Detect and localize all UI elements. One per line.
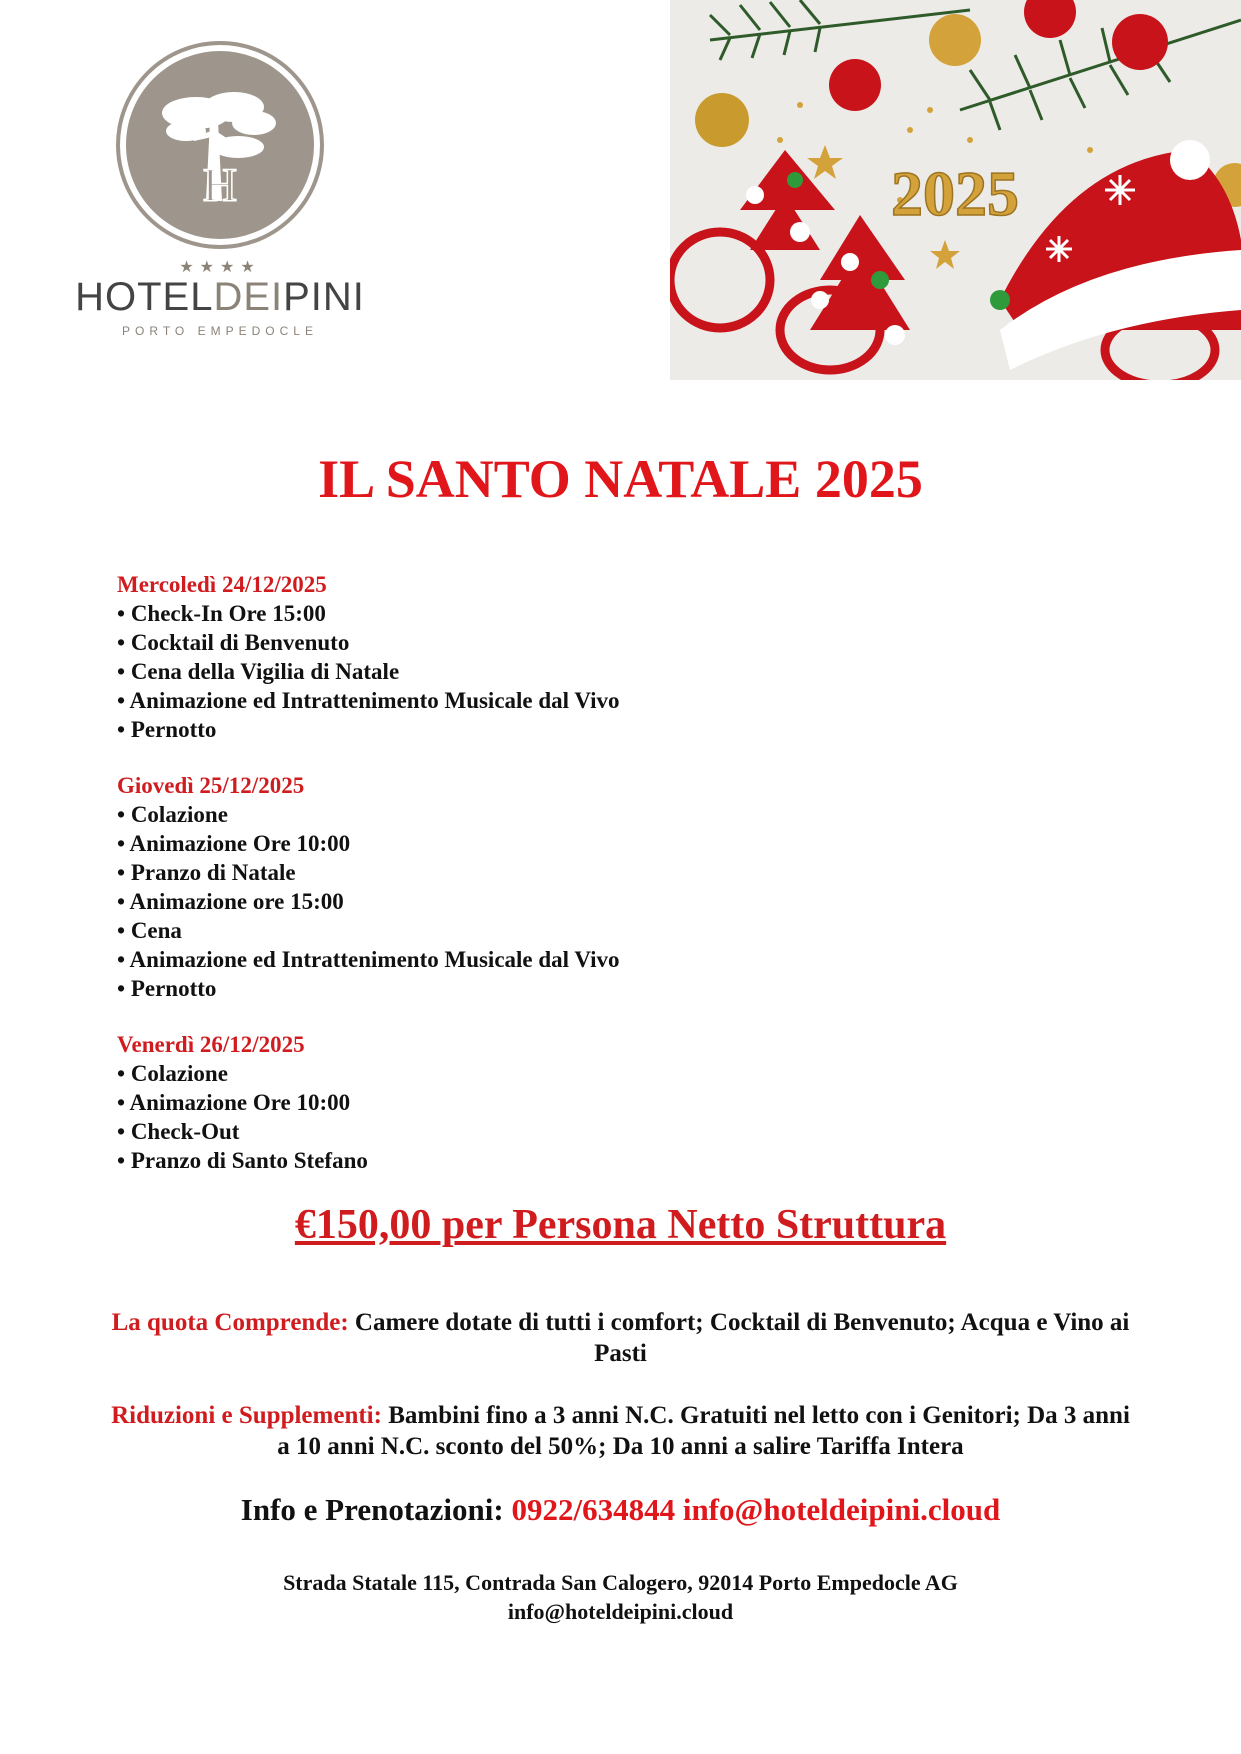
christmas-image-graphic bbox=[670, 0, 1241, 380]
day-section bbox=[117, 570, 917, 744]
activity-item: • Check-Out bbox=[117, 1117, 917, 1146]
activity-item: • Cocktail di Benvenuto bbox=[117, 628, 917, 657]
day-activities bbox=[117, 1059, 917, 1175]
activity-item: • Colazione bbox=[117, 1059, 917, 1088]
includes-label: La quota Comprende: bbox=[111, 1309, 349, 1336]
page-title: IL SANTO NATALE 2025 bbox=[318, 449, 923, 509]
logo-stars: ★★★★ bbox=[179, 257, 261, 276]
booking-phone[interactable]: 0922/634844 bbox=[511, 1492, 676, 1527]
reductions-paragraph bbox=[110, 1400, 1131, 1462]
activity-item: • Cena della Vigilia di Natale bbox=[117, 657, 917, 686]
booking-info-label: Info e Prenotazioni: bbox=[240, 1492, 504, 1527]
logo-name-hotel: HOTEL bbox=[75, 275, 214, 319]
includes-paragraph bbox=[110, 1307, 1131, 1369]
footer bbox=[0, 1568, 1241, 1626]
logo-emblem bbox=[120, 45, 320, 245]
reductions-text: Bambini fino a 3 anni N.C. Gratuiti nel letto con i Genitori; Da 3 anni a 10 anni N.C. sconto del 50%; Da 10 anni a salire Tariffa Intera bbox=[277, 1402, 1130, 1460]
activity-item: • Animazione ed Intrattenimento Musicale dal Vivo bbox=[117, 686, 917, 715]
pine-tree-icon bbox=[126, 51, 314, 239]
activity-item: • Pranzo di Santo Stefano bbox=[117, 1146, 917, 1175]
price-per-person: €150,00 per Persona Netto Struttura bbox=[294, 1202, 947, 1248]
booking-info bbox=[0, 1490, 1241, 1530]
logo-wordmark bbox=[60, 275, 380, 320]
activity-item: • Colazione bbox=[117, 800, 917, 829]
hotel-logo bbox=[60, 45, 380, 345]
logo-name-dei: DEI bbox=[213, 275, 284, 319]
logo-location: PORTO EMPEDOCLE bbox=[122, 324, 318, 338]
day-section bbox=[117, 1030, 917, 1175]
reductions-label: Riduzioni e Supplementi: bbox=[111, 1402, 382, 1429]
activity-item: • Animazione ore 15:00 bbox=[117, 887, 917, 916]
day-title: Venerdì 26/12/2025 bbox=[117, 1032, 305, 1057]
activity-item: • Pernotto bbox=[117, 715, 917, 744]
activity-item: • Check-In Ore 15:00 bbox=[117, 599, 917, 628]
day-title: Mercoledì 24/12/2025 bbox=[117, 572, 327, 597]
image-year-text: 2025 bbox=[891, 158, 1019, 229]
program-schedule bbox=[117, 570, 917, 1202]
activity-item: • Cena bbox=[117, 916, 917, 945]
christmas-decorations-image bbox=[670, 0, 1241, 380]
activity-item: • Animazione Ore 10:00 bbox=[117, 1088, 917, 1117]
activity-item: • Pranzo di Natale bbox=[117, 858, 917, 887]
day-activities bbox=[117, 800, 917, 1003]
activity-item: • Animazione Ore 10:00 bbox=[117, 829, 917, 858]
booking-email[interactable]: info@hoteldeipini.cloud bbox=[682, 1492, 1001, 1527]
day-section bbox=[117, 771, 917, 1003]
activity-item: • Animazione ed Intrattenimento Musicale dal Vivo bbox=[117, 945, 917, 974]
day-activities bbox=[117, 599, 917, 744]
footer-email[interactable]: info@hoteldeipini.cloud bbox=[507, 1599, 734, 1624]
day-title: Giovedì 25/12/2025 bbox=[117, 773, 305, 798]
includes-text: Camere dotate di tutti i comfort; Cocktail di Benvenuto; Acqua e Vino ai Pasti bbox=[354, 1309, 1130, 1367]
activity-item: • Pernotto bbox=[117, 974, 917, 1003]
logo-monogram: H bbox=[202, 159, 238, 212]
logo-name-pini: PINI bbox=[283, 275, 365, 319]
footer-address: Strada Statale 115, Contrada San Calogero, 92014 Porto Empedocle AG bbox=[283, 1570, 958, 1595]
